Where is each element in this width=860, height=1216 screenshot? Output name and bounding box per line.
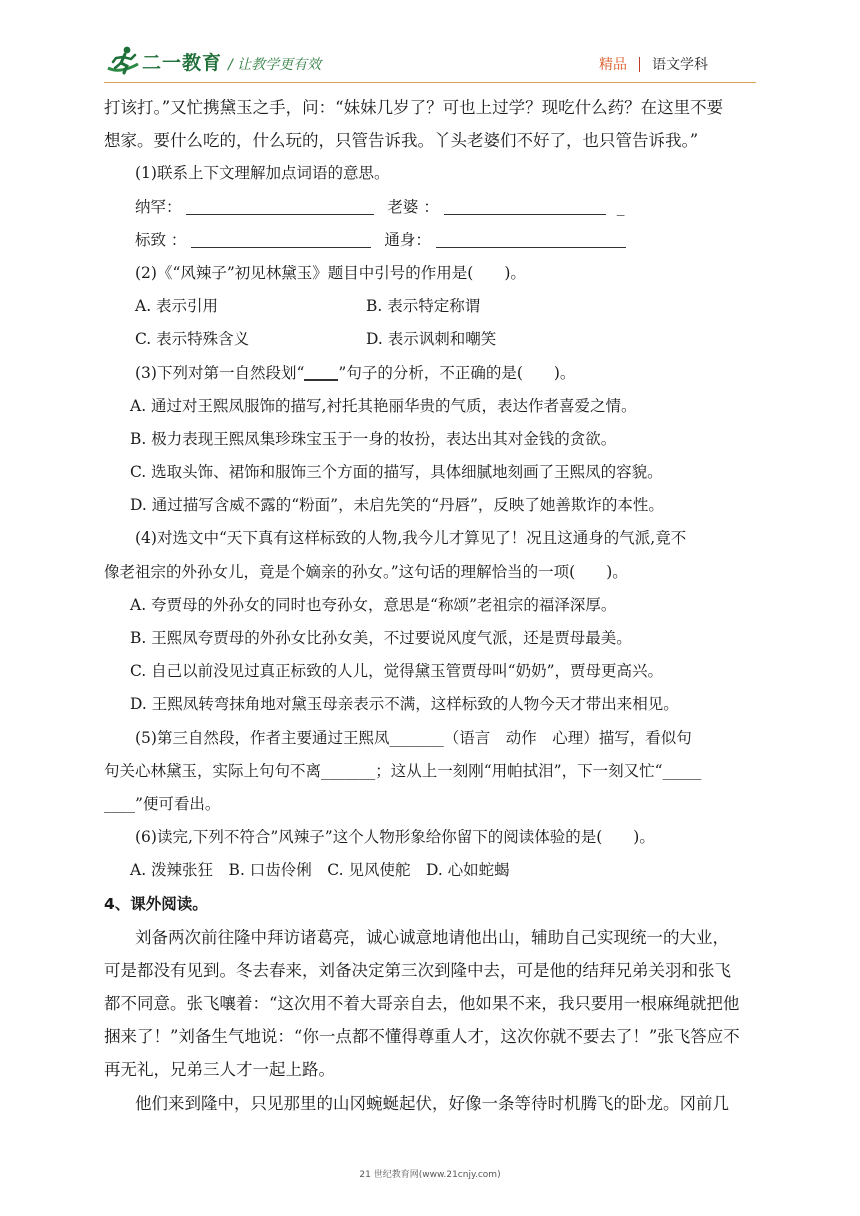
question-5-line-3: ____”便可看出。 bbox=[104, 794, 221, 813]
page-footer: 21 世纪教育网(www.21cnjy.com) bbox=[359, 1170, 501, 1180]
option-c[interactable]: C. 选取头饰、裙饰和服饰三个方面的描写，具体细腻地刻画了王熙凤的容貌。 bbox=[130, 463, 663, 482]
question-1-title: (1)联系上下文理解加点词语的意思。 bbox=[135, 164, 390, 183]
question-2-options-row-1 bbox=[104, 290, 762, 323]
question-4-title-cont: 像老祖宗的外孙女儿，竟是个嫡亲的孙女。”这句话的理解恰当的一项( )。 bbox=[104, 562, 628, 581]
underline-mark bbox=[304, 362, 338, 381]
tag-divider bbox=[639, 57, 640, 72]
blank-suffix: _ bbox=[616, 197, 625, 216]
option-c[interactable]: C. 自己以前没见过真正标致的人儿，觉得黛玉管贾母叫“奶奶”，贾母更高兴。 bbox=[130, 662, 664, 681]
text-line: 打该打。”又忙携黛玉之手，问：“妹妹几岁了？可也上过学？现吃什么药？在这里不要 bbox=[104, 98, 724, 117]
answer-blank[interactable] bbox=[444, 197, 606, 215]
answer-blank[interactable] bbox=[436, 230, 626, 248]
document-body bbox=[104, 91, 762, 1120]
option-b[interactable]: B. 王熙凤夸贾母的外孙女比孙女美，不过要说风度气派，还是贾母最美。 bbox=[130, 629, 632, 647]
logo bbox=[106, 44, 222, 78]
term-label: 标致 ： bbox=[135, 230, 187, 249]
question-2-options-row-2 bbox=[104, 323, 762, 356]
option-a[interactable]: A. 夸贾母的外孙女的同时也夸孙女，意思是“称颂”老祖宗的福泽深厚。 bbox=[130, 595, 617, 614]
option-a[interactable]: A. 通过对王熙凤服饰的描写,衬托其艳丽华贵的气质，表达作者喜爱之情。 bbox=[130, 396, 637, 415]
question-2-title: (2)《“风辣子”初见林黛玉》题目中引号的作用是( )。 bbox=[135, 263, 526, 282]
text-line: 他们来到隆中，只见那里的山冈蜿蜒起伏，好像一条等待时机腾飞的卧龙。冈前几 bbox=[135, 1093, 729, 1113]
slogan: / 让教学更有效 bbox=[228, 57, 322, 73]
text-line: 可是都没有见到。冬去春来，刘备决定第三次到隆中去，可是他的结拜兄弟关羽和张飞 bbox=[104, 960, 731, 980]
term-label: 通身： bbox=[384, 230, 431, 249]
question-5-line-2: 句关心林黛玉，实际上句句不离_______；这从上一刻刚“用帕拭泪”，下一刻又忙“_____ bbox=[104, 761, 702, 780]
term-label: 纳罕： bbox=[135, 197, 182, 216]
question-5-line-1: (5)第三自然段，作者主要通过王熙凤_______（语言 动作 心理）描写，看似句 bbox=[135, 728, 692, 747]
text-line: 想家。要什么吃的，什么玩的，只管告诉我。丫头老婆们不好了，也只管告诉我。” bbox=[104, 131, 699, 151]
text-line: 都不同意。张飞嚷着：“这次用不着大哥亲自去，他如果不来，我只要用一根麻绳就把他 bbox=[104, 994, 740, 1014]
q3-title-start: (3)下列对第一自然段划“ bbox=[135, 363, 305, 382]
quality-tag: 精品 bbox=[599, 57, 627, 73]
option-c[interactable]: C. 表示特殊含义 bbox=[135, 330, 250, 349]
question-1-row-2 bbox=[104, 224, 762, 257]
term-label: 老婆 ： bbox=[387, 197, 439, 216]
runner-logo-icon bbox=[106, 44, 140, 78]
option-d[interactable]: D. 表示讽刺和嘲笑 bbox=[366, 330, 497, 349]
answer-blank[interactable] bbox=[186, 197, 374, 215]
option-a[interactable]: A. 表示引用 bbox=[135, 297, 219, 316]
question-6-options[interactable]: A. 泼辣张狂 B. 口齿伶俐 C. 见风使舵 D. 心如蛇蝎 bbox=[130, 861, 510, 880]
text-line: 刘备两次前往隆中拜访诸葛亮，诚心诚意地请他出山，辅助自己实现统一的大业， bbox=[135, 927, 729, 947]
option-b[interactable]: B. 表示特定称谓 bbox=[366, 297, 481, 316]
logo-text: 二一教育 bbox=[142, 51, 223, 74]
option-d[interactable]: D. 通过描写含威不露的“粉面”，未启先笑的“丹唇”，反映了她善欺诈的本性。 bbox=[130, 496, 664, 515]
question-1-row-1 bbox=[104, 191, 762, 224]
text-line: 捆来了！”刘备生气地说：“你一点都不懂得尊重人才，这次你就不要去了！”张飞答应不 bbox=[104, 1027, 740, 1047]
answer-blank[interactable] bbox=[191, 230, 371, 248]
q3-title-end: ”句子的分析，不正确的是( )。 bbox=[338, 363, 576, 382]
option-b[interactable]: B. 极力表现王熙凤集珍珠宝玉于一身的妆扮，表达出其对金钱的贪欲。 bbox=[130, 429, 617, 448]
question-3-title bbox=[104, 357, 762, 390]
header-rule bbox=[104, 82, 756, 83]
text-line: 再无礼，兄弟三人才一起上路。 bbox=[104, 1060, 335, 1080]
subject-tag: 语文学科 bbox=[652, 57, 708, 73]
header-tags bbox=[599, 54, 708, 74]
question-6-title: (6)读完,下列不符合”风辣子”这个人物形象给你留下的阅读体验的是( )。 bbox=[135, 828, 655, 847]
section-4-heading: 4、课外阅读。 bbox=[104, 894, 208, 913]
question-4-title: (4)对选文中“天下真有这样标致的人物,我今儿才算见了！况且这通身的气派,竟不 bbox=[135, 529, 687, 548]
option-d[interactable]: D. 王熙凤转弯抹角地对黛玉母亲表示不满，这样标致的人物今天才带出来相见。 bbox=[130, 695, 679, 714]
page-header bbox=[0, 0, 860, 90]
